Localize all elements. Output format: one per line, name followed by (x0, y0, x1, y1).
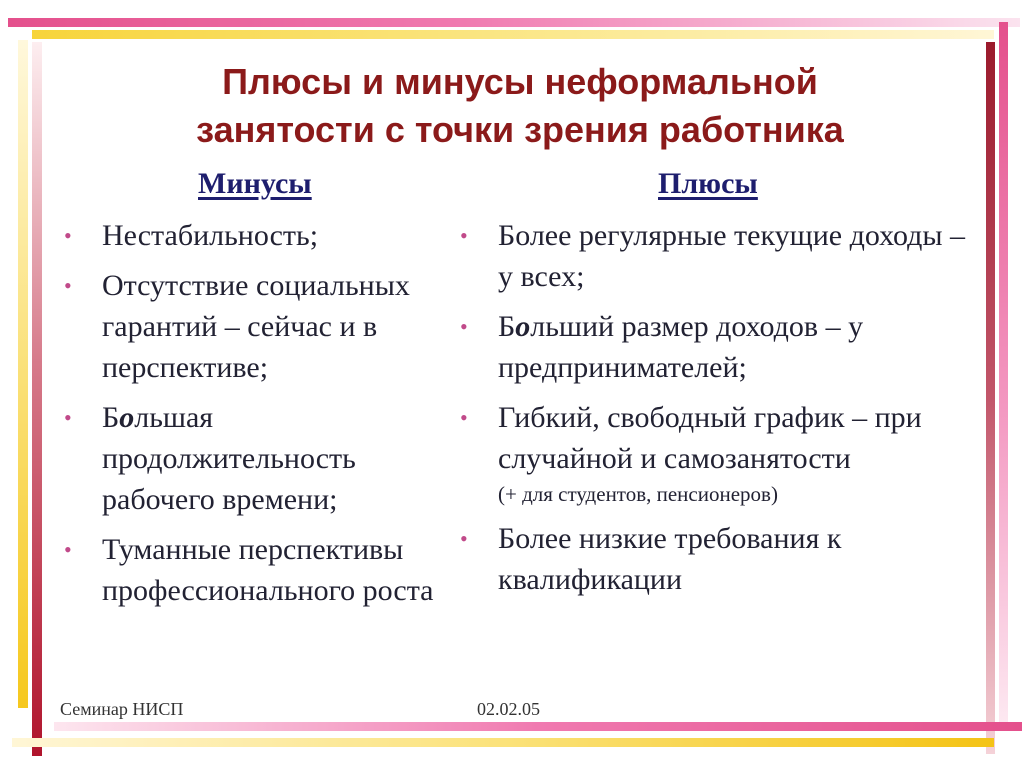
footer-seminar-label: Семинар НИСП (60, 699, 184, 719)
bullet-icon: • (460, 223, 468, 248)
minus-item-text: Нестабильность; (102, 219, 319, 252)
bullet-icon: • (460, 526, 468, 551)
plus-item-text-end: льший размер доходов – у предпринимателей; (498, 310, 864, 384)
plus-item (456, 397, 976, 509)
minus-item-text-end: льшая продолжительность рабочего времени; (102, 401, 356, 516)
slide-title-line-1: Плюсы и минусы неформальной (222, 61, 818, 102)
plus-item (456, 215, 976, 297)
bullet-icon: • (64, 273, 72, 298)
minus-item-text: Отсутствие социальных гарантий – сейчас и в перспективе; (102, 269, 410, 384)
bullet-icon: • (460, 405, 468, 430)
bullet-icon: • (64, 405, 72, 430)
decorative-bar-bottom-pink (54, 722, 1022, 731)
plus-item (456, 306, 976, 388)
decorative-bar-left-yellow (18, 40, 28, 708)
decorative-bar-right-pink (999, 22, 1008, 722)
footer-date: 02.02.05 (477, 699, 540, 719)
plus-item-text: Гибкий, свободный график – при случайной и самозанятости (498, 401, 922, 475)
decorative-bar-right-dark (986, 42, 995, 754)
minus-item (60, 265, 460, 388)
minus-item (60, 215, 460, 256)
minus-item (60, 529, 460, 611)
minus-column-heading: Минусы (198, 167, 312, 200)
decorative-bar-top-pink (8, 18, 1020, 27)
bullet-icon: • (64, 223, 72, 248)
plus-item-text: Более регулярные текущие доходы – у всех; (498, 219, 966, 293)
plus-item (456, 518, 976, 600)
slide-title (110, 58, 930, 154)
plus-list (456, 215, 976, 609)
plus-item-text: Более низкие требования к квалификации (498, 522, 842, 596)
bullet-icon: • (64, 537, 72, 562)
decorative-bar-bottom-yellow (12, 738, 994, 747)
bullet-icon: • (460, 314, 468, 339)
minus-list (60, 215, 460, 620)
minus-item-emphasis: о (119, 401, 135, 434)
plus-item-text-start: Б (498, 310, 516, 343)
plus-column-heading: Плюсы (658, 167, 758, 200)
slide-title-line-2: занятости с точки зрения работника (196, 109, 844, 150)
decorative-bar-left-dark (32, 42, 42, 756)
minus-item-text-start: Б (102, 401, 120, 434)
plus-item-note: (+ для студентов, пенсионеров) (498, 482, 778, 506)
plus-item-emphasis: о (515, 310, 531, 343)
decorative-bar-top-yellow (32, 30, 994, 39)
minus-item (60, 397, 460, 520)
minus-item-text: Туманные перспективы профессионального роста (102, 533, 434, 607)
